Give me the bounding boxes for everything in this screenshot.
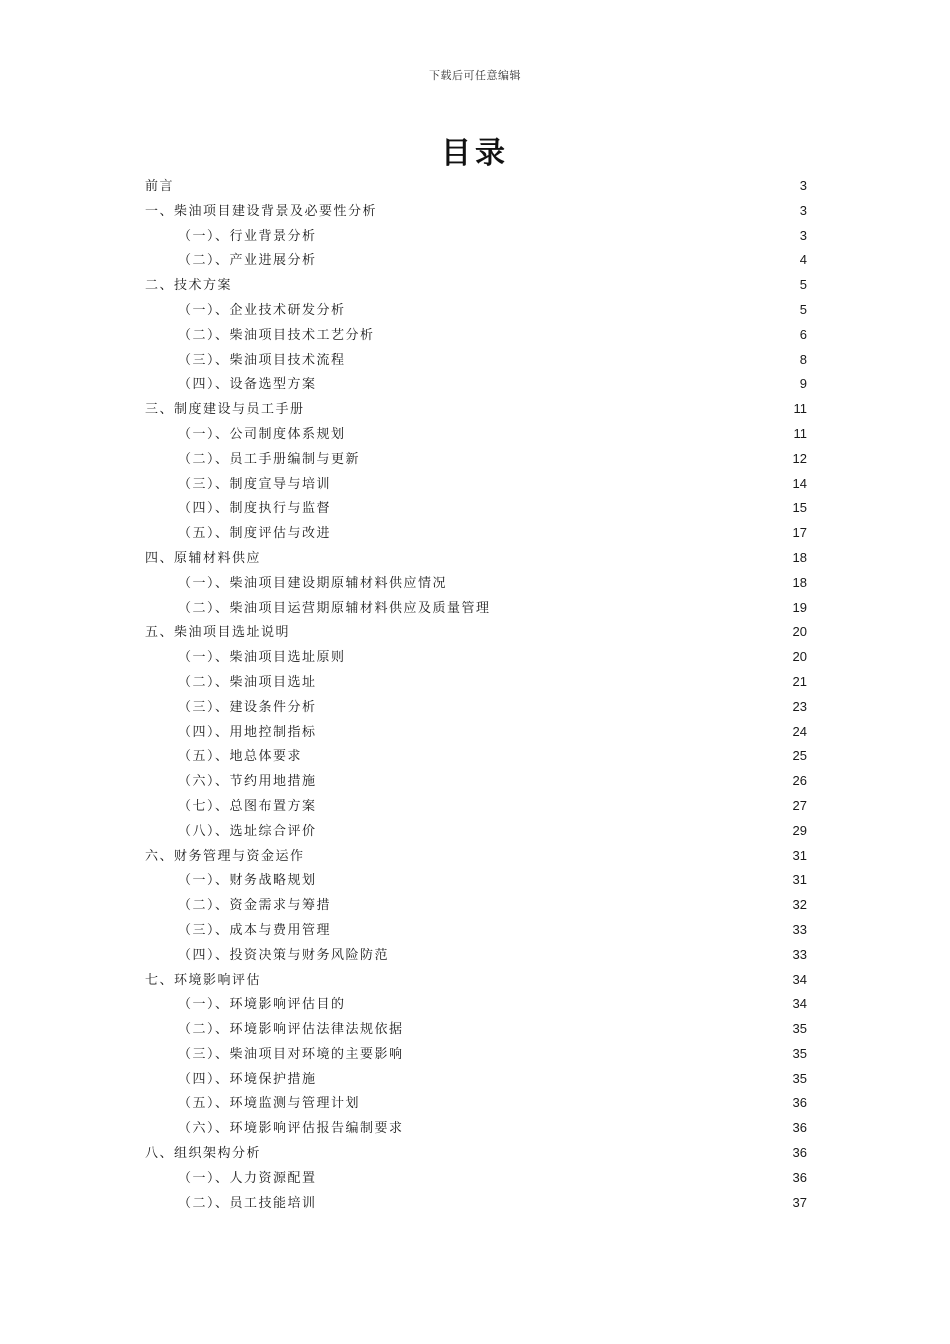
toc-entry-label: （一）、公司制度体系规划	[178, 426, 346, 442]
toc-entry-label: （五）、地总体要求	[178, 749, 303, 765]
toc-entry-page-number: 23	[792, 698, 807, 714]
toc-dot-leader	[303, 759, 792, 760]
toc-dot-leader	[332, 511, 792, 512]
toc-entry-page-number: 15	[792, 500, 807, 516]
toc-entry-page-number: 11	[793, 401, 807, 417]
toc-dot-leader	[332, 536, 792, 537]
toc-entry-label: （三）、柴油项目技术流程	[178, 352, 346, 368]
toc-entry-label: （三）、柴油项目对环境的主要影响	[178, 1046, 404, 1062]
toc-entry[interactable]	[145, 1091, 807, 1116]
toc-dot-leader	[376, 338, 799, 339]
toc-entry-label: （二）、产业进展分析	[178, 253, 317, 269]
toc-dot-leader	[405, 1057, 792, 1058]
toc-entry-label: 前言	[145, 179, 175, 194]
toc-entry-page-number: 5	[799, 277, 807, 293]
toc-dot-leader	[318, 834, 792, 835]
toc-entry[interactable]	[145, 1042, 807, 1067]
toc-list	[145, 174, 807, 1215]
toc-entry-page-number: 36	[792, 1120, 807, 1136]
toc-dot-leader	[318, 1082, 792, 1083]
toc-entry-label: （四）、投资决策与财务风险防范	[178, 947, 390, 963]
toc-entry-page-number: 18	[792, 549, 807, 565]
toc-dot-leader	[306, 859, 792, 860]
toc-entry-page-number: 24	[792, 723, 807, 739]
toc-entry-page-number: 4	[799, 252, 807, 268]
toc-dot-leader	[318, 735, 792, 736]
toc-entry-page-number: 31	[792, 872, 807, 888]
toc-dot-leader	[318, 1206, 792, 1207]
toc-entry[interactable]	[145, 968, 807, 993]
toc-entry-label: （二）、员工技能培训	[178, 1195, 317, 1211]
toc-entry-label: （四）、环境保护措施	[178, 1071, 317, 1087]
toc-dot-leader	[332, 487, 792, 488]
toc-entry[interactable]	[145, 372, 807, 397]
toc-entry-page-number: 35	[792, 1045, 807, 1061]
toc-entry-page-number: 3	[799, 178, 807, 193]
toc-entry-label: （二）、资金需求与筹措	[178, 898, 332, 914]
toc-entry[interactable]	[145, 348, 807, 373]
toc-entry[interactable]	[145, 720, 807, 745]
toc-dot-leader	[318, 809, 792, 810]
toc-entry-label: （四）、设备选型方案	[178, 377, 317, 393]
toc-entry[interactable]	[145, 695, 807, 720]
toc-entry-page-number: 12	[792, 450, 807, 466]
toc-entry-page-number: 25	[792, 748, 807, 764]
toc-dot-leader	[291, 635, 792, 636]
toc-dot-leader	[361, 462, 792, 463]
toc-entry[interactable]	[145, 769, 807, 794]
toc-dot-leader	[332, 908, 792, 909]
toc-entry-label: （一）、企业技术研发分析	[178, 302, 346, 318]
toc-entry-label: （五）、环境监测与管理计划	[178, 1096, 361, 1112]
toc-dot-leader	[347, 437, 793, 438]
toc-entry[interactable]	[145, 645, 807, 670]
toc-entry[interactable]	[145, 1116, 807, 1141]
toc-entry[interactable]	[145, 992, 807, 1017]
toc-entry-label: （一）、财务战略规划	[178, 873, 317, 889]
toc-entry-page-number: 36	[792, 1145, 807, 1161]
toc-dot-leader	[347, 313, 799, 314]
toc-entry[interactable]	[145, 199, 807, 224]
toc-dot-leader	[448, 586, 792, 587]
toc-entry-page-number: 37	[792, 1194, 807, 1210]
toc-entry[interactable]	[145, 546, 807, 571]
toc-entry-page-number: 34	[792, 996, 807, 1012]
toc-entry-page-number: 6	[799, 326, 807, 342]
toc-title: 目录	[441, 136, 509, 171]
toc-entry-page-number: 19	[792, 599, 807, 615]
toc-entry-page-number: 9	[799, 376, 807, 392]
toc-entry[interactable]	[145, 1017, 807, 1042]
toc-dot-leader	[347, 1007, 792, 1008]
toc-entry-label: （三）、建设条件分析	[178, 699, 317, 715]
toc-entry-label: （六）、环境影响评估报告编制要求	[178, 1121, 404, 1137]
toc-dot-leader	[318, 883, 792, 884]
toc-entry-label: （三）、制度宣导与培训	[178, 476, 332, 492]
toc-entry-page-number: 36	[792, 1095, 807, 1111]
toc-entry[interactable]	[145, 670, 807, 695]
toc-entry-page-number: 14	[792, 475, 807, 491]
toc-dot-leader	[405, 1032, 792, 1033]
toc-entry-page-number: 35	[792, 1021, 807, 1037]
toc-entry-label: （一）、柴油项目建设期原辅材料供应情况	[178, 575, 448, 591]
toc-dot-leader	[361, 1106, 792, 1107]
toc-dot-leader	[318, 239, 799, 240]
toc-dot-leader	[262, 983, 792, 984]
toc-dot-leader	[262, 561, 792, 562]
toc-dot-leader	[262, 1156, 792, 1157]
toc-dot-leader	[347, 660, 792, 661]
toc-dot-leader	[332, 933, 792, 934]
toc-entry-page-number: 35	[792, 1070, 807, 1086]
toc-entry-label: （一）、行业背景分析	[178, 228, 317, 244]
toc-entry[interactable]	[145, 447, 807, 472]
toc-dot-leader	[347, 363, 799, 364]
toc-dot-leader	[318, 1181, 792, 1182]
toc-dot-leader	[378, 214, 799, 215]
toc-entry-page-number: 27	[792, 797, 807, 813]
toc-entry-page-number: 33	[792, 921, 807, 937]
toc-entry-label: 二、技术方案	[145, 278, 233, 294]
header-note: 下载后可任意编辑	[429, 69, 521, 82]
toc-entry[interactable]	[145, 224, 807, 249]
toc-entry-page-number: 33	[792, 946, 807, 962]
toc-entry-page-number: 18	[792, 574, 807, 590]
toc-dot-leader	[318, 685, 792, 686]
toc-entry[interactable]	[145, 819, 807, 844]
toc-entry-label: （五）、制度评估与改进	[178, 526, 332, 542]
toc-entry[interactable]	[145, 521, 807, 546]
toc-entry[interactable]	[145, 744, 807, 769]
toc-entry-page-number: 20	[792, 649, 807, 665]
toc-entry[interactable]	[145, 1141, 807, 1166]
toc-entry-page-number: 34	[792, 971, 807, 987]
toc-dot-leader	[390, 958, 792, 959]
toc-dot-leader	[318, 263, 799, 264]
toc-entry-page-number: 3	[799, 202, 807, 218]
toc-entry[interactable]	[145, 844, 807, 869]
toc-entry-label: 三、制度建设与员工手册	[145, 402, 305, 418]
toc-entry-page-number: 8	[799, 351, 807, 367]
toc-entry[interactable]	[145, 298, 807, 323]
toc-entry-page-number: 17	[792, 525, 807, 541]
toc-entry[interactable]	[145, 422, 807, 447]
toc-entry[interactable]	[145, 472, 807, 497]
toc-entry[interactable]	[145, 794, 807, 819]
toc-dot-leader	[318, 710, 792, 711]
toc-entry-label: 七、环境影响评估	[145, 972, 262, 988]
toc-entry-label: （二）、柴油项目选址	[178, 674, 317, 690]
toc-entry-page-number: 31	[792, 847, 807, 863]
toc-entry[interactable]	[145, 893, 807, 918]
toc-entry[interactable]	[145, 323, 807, 348]
toc-entry-label: 四、原辅材料供应	[145, 550, 262, 566]
toc-entry-label: （八）、选址综合评价	[178, 823, 317, 839]
toc-entry[interactable]	[145, 596, 807, 621]
toc-entry-label: （四）、制度执行与监督	[178, 501, 332, 517]
toc-entry-label: 五、柴油项目选址说明	[145, 625, 291, 641]
toc-entry-page-number: 5	[799, 301, 807, 317]
toc-entry[interactable]	[145, 273, 807, 298]
toc-entry-label: （一）、人力资源配置	[178, 1170, 317, 1186]
toc-entry-label: （一）、环境影响评估目的	[178, 997, 346, 1013]
toc-entry-label: （二）、员工手册编制与更新	[178, 451, 361, 467]
toc-entry[interactable]	[145, 943, 807, 968]
toc-dot-leader	[405, 1131, 792, 1132]
toc-entry[interactable]	[145, 1067, 807, 1092]
toc-entry-page-number: 32	[792, 897, 807, 913]
toc-entry-page-number: 20	[792, 624, 807, 640]
toc-entry-page-number: 21	[792, 673, 807, 689]
toc-entry-page-number: 26	[792, 773, 807, 789]
toc-entry[interactable]	[145, 918, 807, 943]
toc-entry-label: （六）、节约用地措施	[178, 774, 317, 790]
toc-entry[interactable]	[145, 496, 807, 521]
toc-entry-label: （二）、环境影响评估法律法规依据	[178, 1022, 404, 1038]
toc-entry[interactable]	[145, 397, 807, 422]
toc-entry[interactable]	[145, 868, 807, 893]
toc-entry-label: 六、财务管理与资金运作	[145, 848, 305, 864]
toc-entry-label: （三）、成本与费用管理	[178, 922, 332, 938]
toc-entry[interactable]	[145, 571, 807, 596]
toc-dot-leader	[306, 412, 793, 413]
toc-entry-label: （二）、柴油项目运营期原辅材料供应及质量管理	[178, 600, 491, 616]
toc-entry[interactable]	[145, 1166, 807, 1191]
toc-dot-leader	[492, 611, 792, 612]
toc-entry-page-number: 29	[792, 822, 807, 838]
toc-entry-label: （七）、总图布置方案	[178, 798, 317, 814]
toc-entry-label: （四）、用地控制指标	[178, 724, 317, 740]
toc-entry[interactable]	[145, 248, 807, 273]
toc-entry[interactable]	[145, 1191, 807, 1216]
toc-entry-label: 一、柴油项目建设背景及必要性分析	[145, 203, 378, 219]
toc-entry-label: （一）、柴油项目选址原则	[178, 650, 346, 666]
toc-dot-leader	[318, 387, 799, 388]
toc-entry-label: 八、组织架构分析	[145, 1146, 262, 1162]
toc-dot-leader	[175, 189, 799, 190]
toc-entry[interactable]	[145, 174, 807, 199]
toc-dot-leader	[233, 288, 799, 289]
toc-entry-label: （二）、柴油项目技术工艺分析	[178, 327, 375, 343]
toc-entry[interactable]	[145, 620, 807, 645]
toc-entry-page-number: 3	[799, 227, 807, 243]
toc-entry-page-number: 11	[793, 425, 807, 441]
toc-dot-leader	[318, 784, 792, 785]
toc-entry-page-number: 36	[792, 1169, 807, 1185]
